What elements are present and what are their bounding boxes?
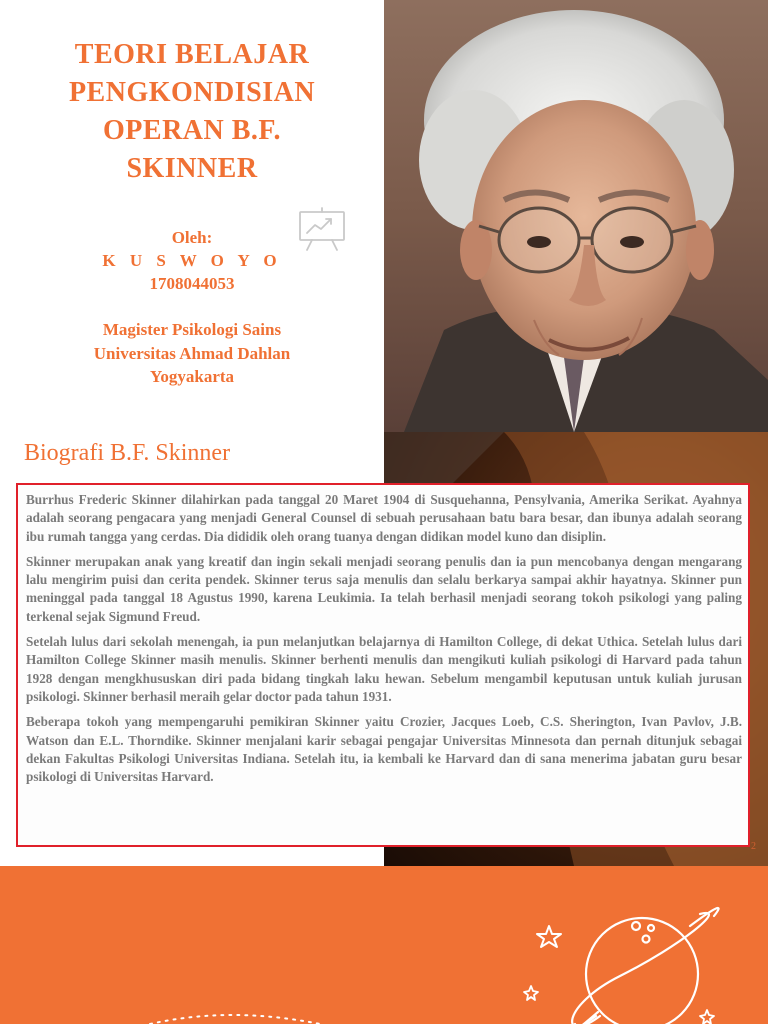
star-icon bbox=[700, 1010, 714, 1024]
biography-paragraph: Beberapa tokoh yang mempengaruhi pemikiran Skinner yaitu Crozier, Jacques Loeb, C.S. Sherington, Ivan Pavlov, J.B. Watson dan E.L. Thorndike. Skinner menjalani karir sebagai pengajar Universitas Minnesota dan pernah ditunjuk sebagai dekan Fakultas Psikologi Universitas Indiana. Setelah itu, ia kembali ke Harvard dan di sana menerima jabatan guru besar psikologi di Universitas Harvard. bbox=[26, 714, 742, 785]
decoration-layer bbox=[0, 866, 768, 1024]
presentation-chart-icon bbox=[296, 206, 348, 252]
title-line: SKINNER bbox=[126, 153, 258, 184]
title-line: PENGKONDISIAN bbox=[68, 77, 316, 108]
page-number: 2 bbox=[751, 841, 756, 852]
city-name: Yogyakarta bbox=[149, 367, 235, 386]
title-line: OPERAN B.F. bbox=[103, 115, 281, 146]
biography-paragraph: Burrhus Frederic Skinner dilahirkan pada tanggal 20 Maret 1904 di Susquehanna, Pensylvania, Amerika Serikat. Ayahnya adalah seorang pengacara yang menjadi General Counsel di sebuah perusahaan batu bara besar, dan ibunya adalah seorang ibu rumah tangga yang cerdas. Dia dididik oleh orang tuanya dengan didikan model kuno dan disiplin. bbox=[26, 492, 742, 544]
biography-text-box bbox=[16, 483, 750, 847]
skinner-portrait bbox=[384, 0, 768, 432]
author-nim: 1708044053 bbox=[149, 274, 235, 293]
closing-slide bbox=[0, 866, 768, 1024]
dotted-path bbox=[150, 1015, 320, 1024]
author-name: K U S W O Y O bbox=[102, 251, 282, 270]
sparkle-icon bbox=[524, 986, 538, 1000]
institution-block bbox=[20, 318, 364, 389]
slide-title: Biografi B.F. Skinner bbox=[24, 440, 231, 466]
university-name: Universitas Ahmad Dahlan bbox=[93, 343, 291, 363]
planet-icon bbox=[571, 908, 719, 1024]
biography-paragraph: Skinner merupakan anak yang kreatif dan ingin sekali menjadi seorang penulis dan ia pun mencobanya dengan mengarang lalu mengirim puisi dan cerita pendek. Skinner terus saja menulis dan selalu berkarya sampai akhir hayatnya. Skinner pun meninggal pada tanggal 18 Agustus 1990, karena Leukimia. Ia telah berhasil menjadi seorang tokoh psikologi yang paling terkenal sejak Sigmund Freud. bbox=[26, 553, 742, 624]
title-slide bbox=[0, 0, 768, 432]
star-icon bbox=[537, 926, 561, 947]
presentation-title bbox=[20, 36, 364, 188]
title-line: TEORI BELAJAR bbox=[74, 39, 310, 70]
biography-paragraph: Setelah lulus dari sekolah menengah, ia pun melanjutkan belajarnya di Hamilton College, di dekat Uthica. Setelah lulus dari Hamilton College Skinner masih menulis. Skinner berhenti menulis dan mengikuti kuliah psikologi di Harvard pada tahun 1928 dengan mengkhususkan diri pada bidang tingkah laku hewan. Sebelum mengambil keputusan untuk kuliah jurusan psikologi. Skinner berhasil meraih gelar doctor pada tahun 1931. bbox=[26, 634, 742, 704]
author-by-label: Oleh: bbox=[171, 228, 213, 247]
biography-slide bbox=[0, 432, 768, 866]
title-panel bbox=[0, 0, 384, 432]
program-name: Magister Psikologi Sains bbox=[102, 320, 282, 339]
